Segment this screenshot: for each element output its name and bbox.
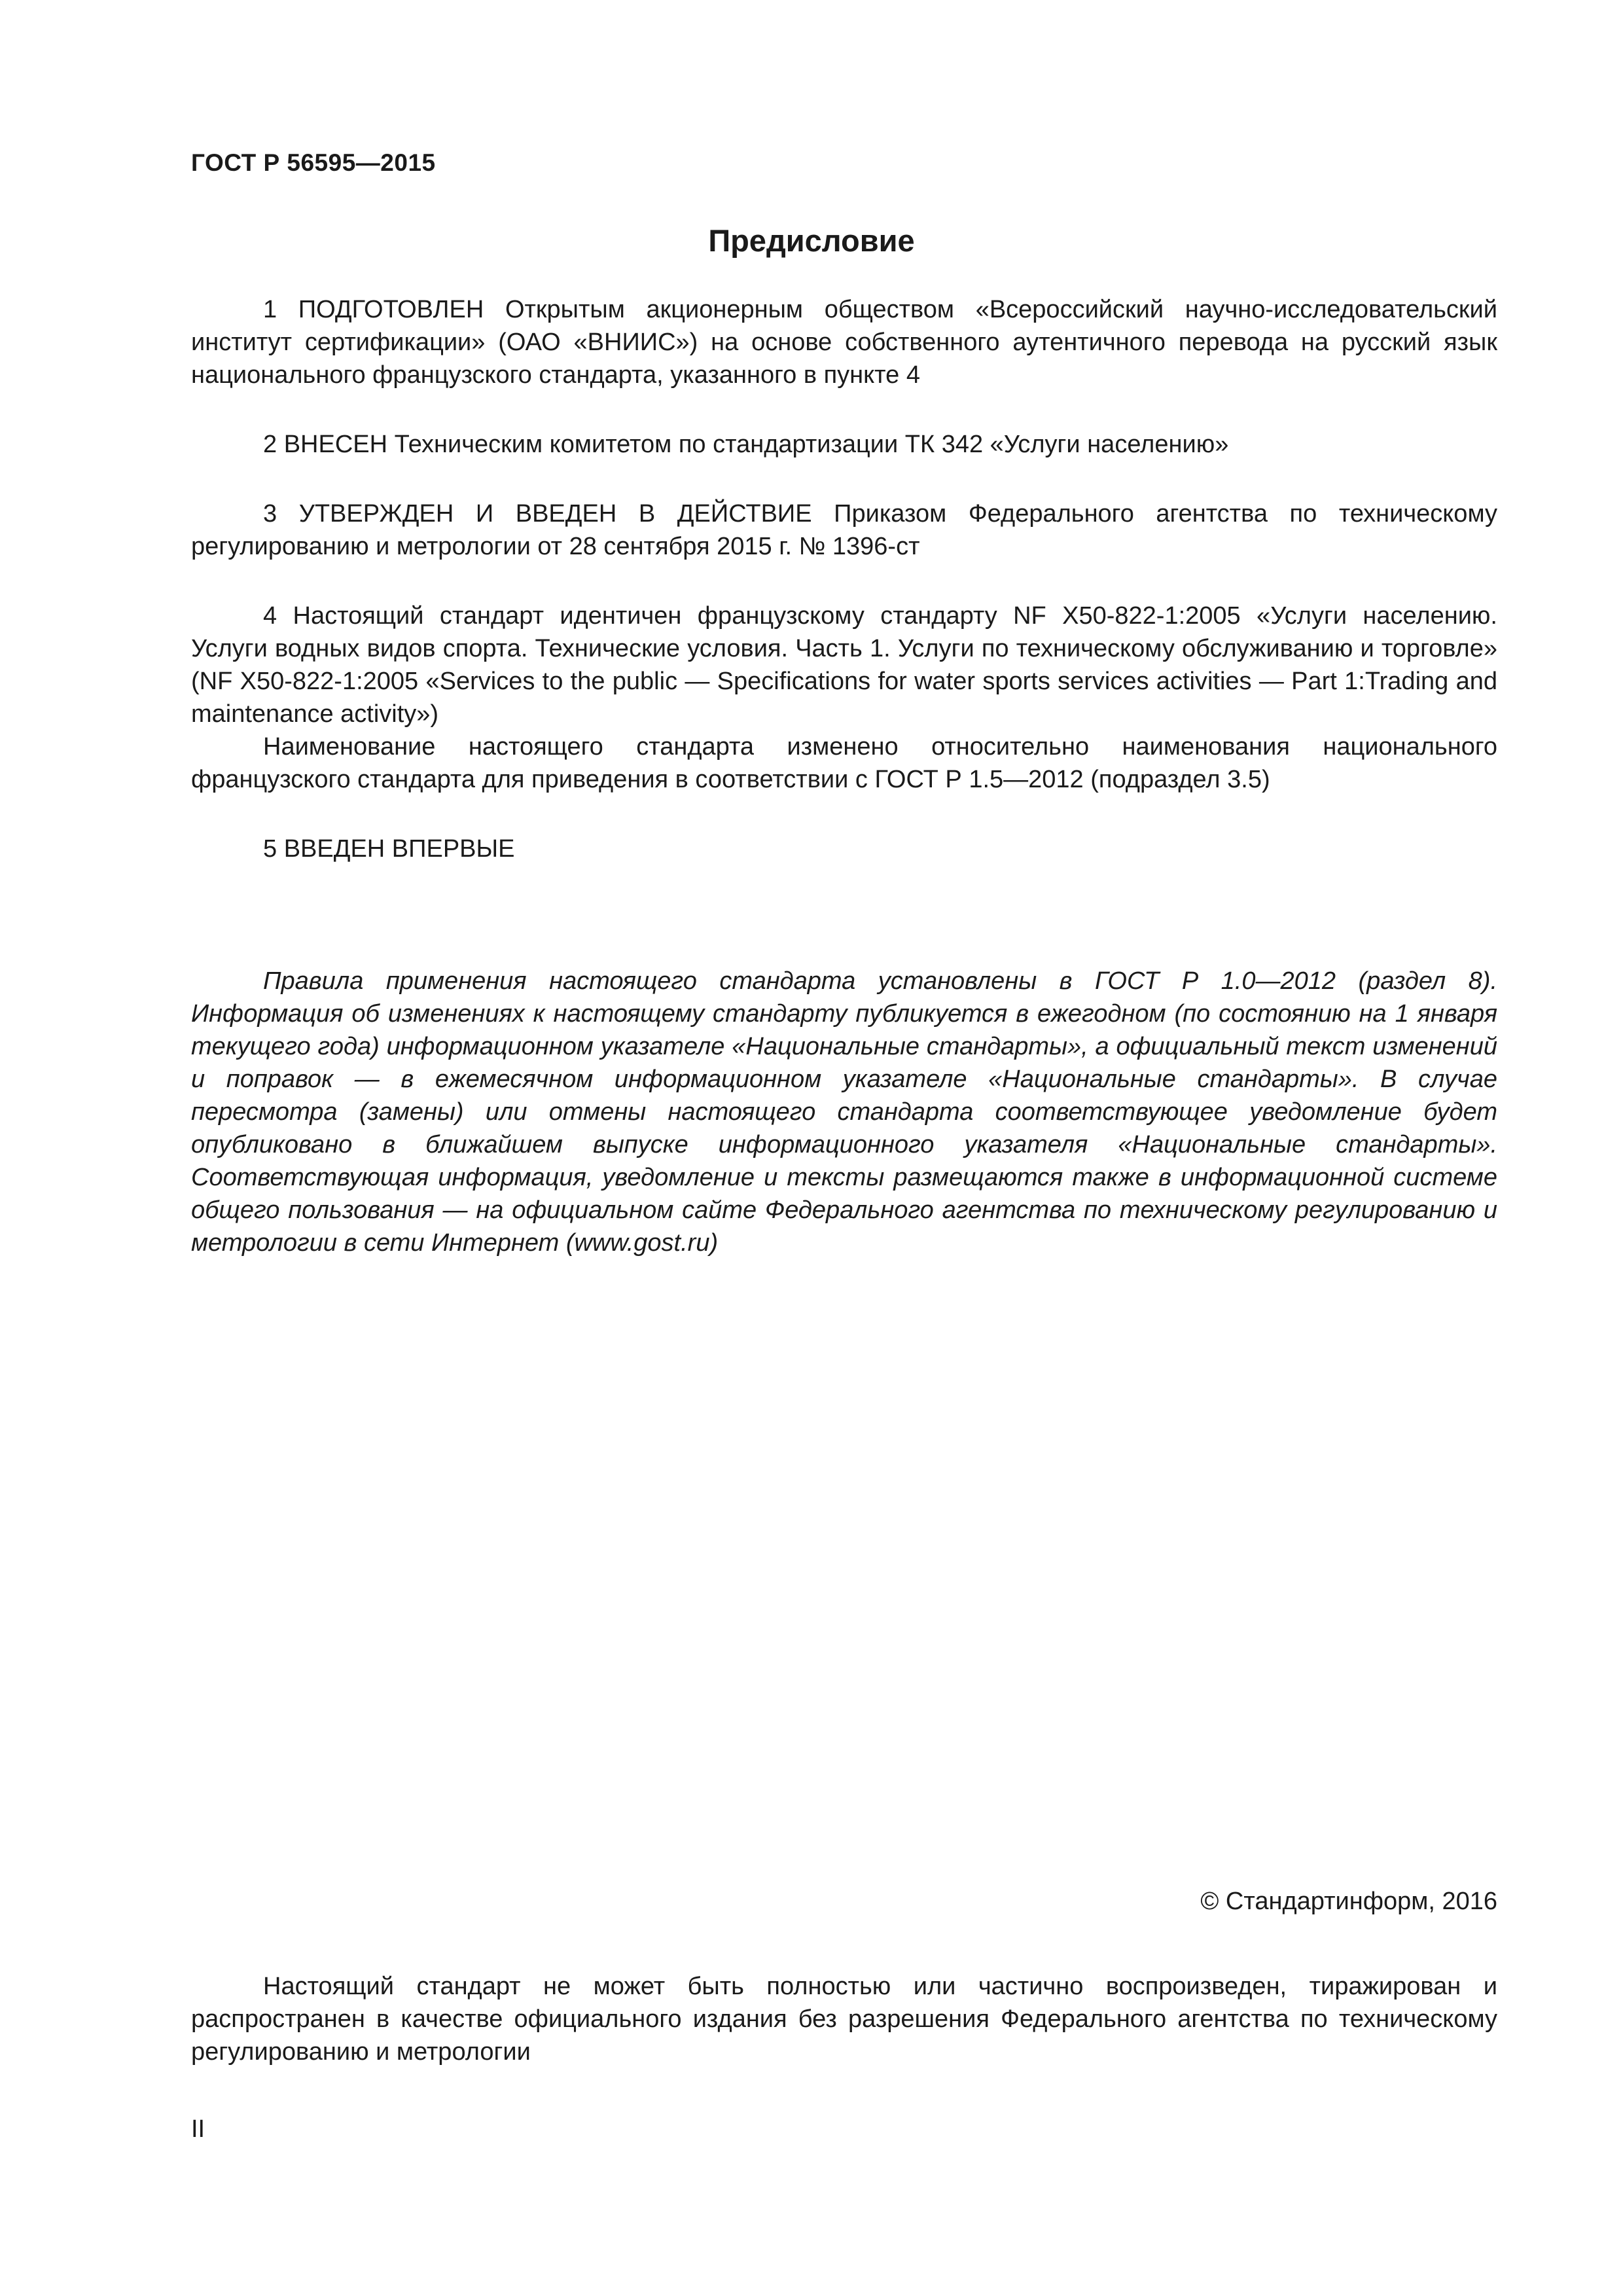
foreword-item-5: 5 ВВЕДЕН ВПЕРВЫЕ <box>263 835 515 863</box>
reproduction-notice: Настоящий стандарт не может быть полностью или частично воспроизведен, тиражирован и распространен в качестве официального издания без разрешения Федерального агентства по техническому регулированию и метрологии <box>191 1973 1497 2066</box>
foreword-item-4: 4 Настоящий стандарт идентичен французскому стандарту NF X50-822-1:2005 «Услуги населению. Услуги водных видов спорта. Технические условия. Часть 1. Услуги по техническому обслуживанию и торговле» (NF X50-822-1:2005 «Services to the public — Specifications for water sports services activities — Part 1:Trading and maintenance activity») <box>191 602 1497 728</box>
rules-notice: Правила применения настоящего стандарта установлены в ГОСТ Р 1.0—2012 (раздел 8). Информация об изменениях к настоящему стандарту публикуется в ежегодном (по состоянию на 1 января текущего года) информационном указателе «Национальные стандарты», а официальный текст изменений и поправок — в ежемесячном информационном указателе «Национальные стандарты». В случае пересмотра (замены) или отмены настоящего стандарта соответствующее уведомление будет опубликовано в ближайшем выпуске информационного указателя «Национальные стандарты». Соответствующая информация, уведомление и тексты размещаются также в информационной системе общего пользования — на официальном сайте Федерального агентства по техническому регулированию и метрологии в сети Интернет (www.gost.ru) <box>191 967 1497 1257</box>
document-id-header: ГОСТ Р 56595—2015 <box>191 149 436 176</box>
foreword-item-2: 2 ВНЕСЕН Техническим комитетом по стандартизации ТК 342 «Услуги населению» <box>263 431 1229 458</box>
foreword-item-4-note: Наименование настоящего стандарта изменено относительно наименования национального французского стандарта для приведения в соответствии с ГОСТ Р 1.5—2012 (подраздел 3.5) <box>191 733 1497 793</box>
page-title: Предисловие <box>708 223 915 258</box>
foreword-item-1: 1 ПОДГОТОВЛЕН Открытым акционерным обществом «Всероссийский научно-исследовательский институт сертификации» (ОАО «ВНИИС») на основе собственного аутентичного перевода на русский язык национального французского стандарта, указанного в пункте 4 <box>191 296 1497 389</box>
foreword-content <box>191 293 1497 1259</box>
page-number: II <box>191 2115 205 2143</box>
foreword-item-3: 3 УТВЕРЖДЕН И ВВЕДЕН В ДЕЙСТВИЕ Приказом Федерального агентства по техническому регулированию и метрологии от 28 сентября 2015 г. № 1396-ст <box>191 500 1497 560</box>
copyright-line: © Стандартинформ, 2016 <box>1200 1888 1497 1915</box>
